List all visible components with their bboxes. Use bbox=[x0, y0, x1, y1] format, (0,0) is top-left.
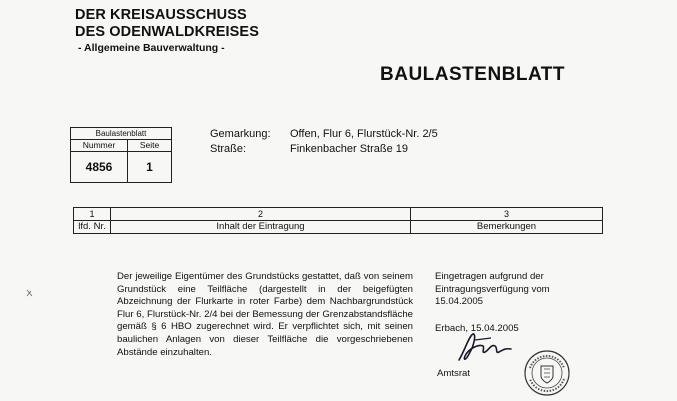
margin-mark-icon bbox=[26, 288, 34, 298]
authority-name-line2: DES ODENWALDKREISES bbox=[75, 24, 259, 40]
signature-image bbox=[455, 330, 517, 364]
authority-name-line1: DER KREISAUSSCHUSS bbox=[75, 7, 247, 23]
gemarkung-label: Gemarkung: bbox=[210, 128, 271, 140]
reference-box bbox=[70, 127, 172, 183]
column-title-lfd-nr: lfd. Nr. bbox=[78, 221, 106, 232]
column-number-2: 2 bbox=[257, 209, 263, 219]
entry-content-text: Der jeweilige Eigentümer des Grundstücks gestattet, daß von seinem Grundstück eine Teilfläche (dargestellt in der beigefügten Abzeichnung der Flurkarte in roter Farbe) dem Nachbargrundstück Flur 6, Flurstück-Nr. 2/4 bei der Bemessung der Grenzabstandsfläche gemäß § 6 HBO zugerechnet wird. Er verpflichtet sich, mit seinen baulichen Anlagen von dieser Teilfläche die vorgeschriebenen Abstände einzuhalten. bbox=[117, 271, 413, 358]
official-title: Amtsrat bbox=[437, 368, 471, 379]
page-number: 1 bbox=[146, 160, 153, 174]
column-title-remarks: Bemerkungen bbox=[476, 221, 537, 232]
place-date: Erbach, 15.04.2005 bbox=[435, 323, 519, 334]
department-name: - Allgemeine Bauverwaltung - bbox=[78, 42, 225, 54]
gemarkung-value: Offen, Flur 6, Flurstück-Nr. 2/5 bbox=[290, 128, 438, 140]
document-title: BAULASTENBLATT bbox=[380, 64, 566, 85]
official-seal-stamp bbox=[522, 348, 572, 398]
column-number-1: 1 bbox=[89, 209, 95, 219]
entry-table-header bbox=[73, 207, 603, 234]
street-label: Straße: bbox=[210, 143, 247, 155]
page-column-label: Seite bbox=[128, 139, 171, 152]
sheet-number: 4856 bbox=[71, 152, 128, 182]
column-title-content: Inhalt der Eintragung bbox=[216, 221, 305, 232]
column-number-3: 3 bbox=[503, 209, 509, 219]
street-value: Finkenbacher Straße 19 bbox=[290, 143, 409, 155]
reference-box-caption: Baulastenblatt bbox=[71, 128, 171, 140]
registration-remark: Eingetragen aufgrund der Eintragungsverfügung vom 15.04.2005 bbox=[435, 271, 550, 308]
number-column-label: Nummer bbox=[71, 139, 128, 152]
